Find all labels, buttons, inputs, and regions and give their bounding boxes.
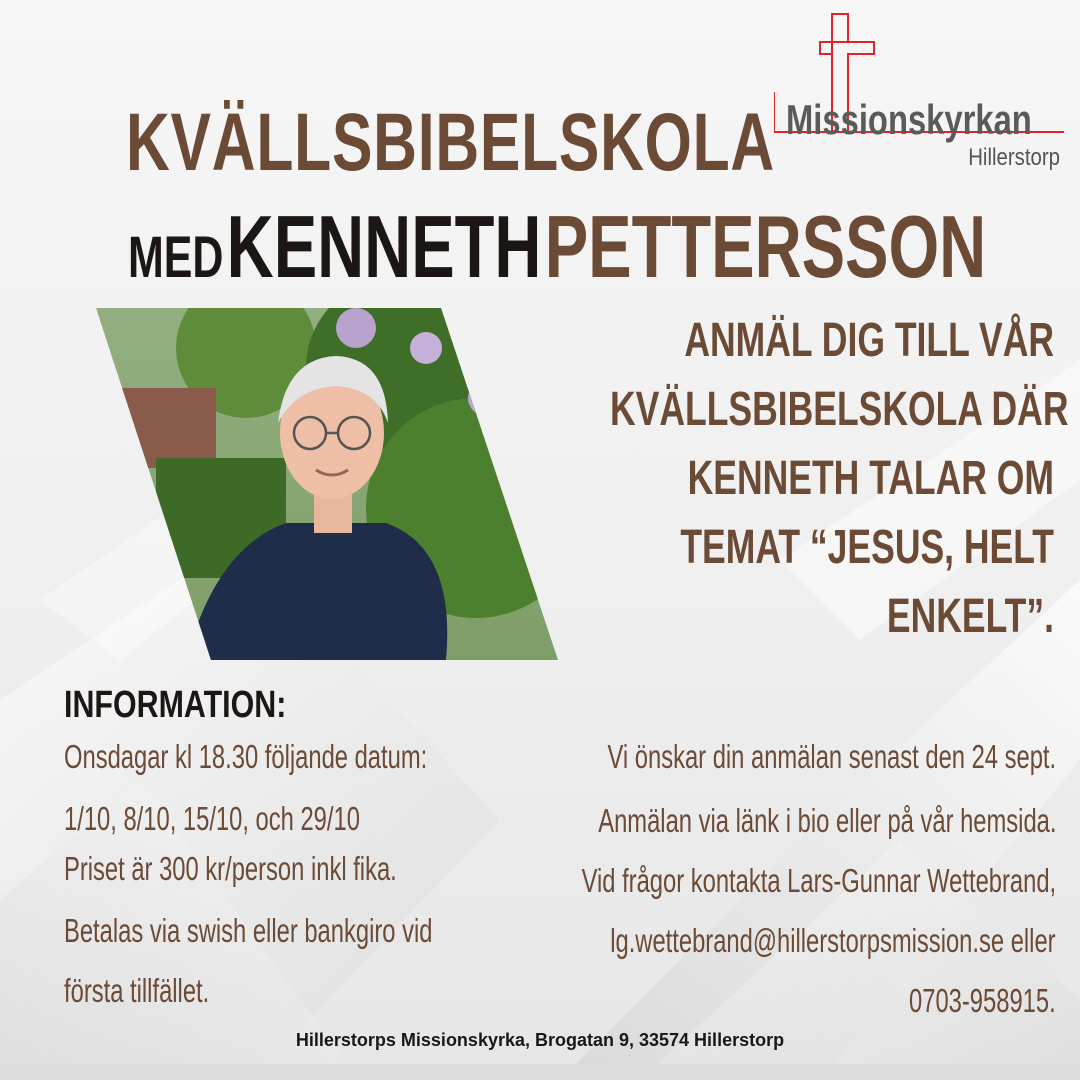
footer-address: Hillerstorps Missionskyrka, Brogatan 9, 33574 Hillerstorp bbox=[295, 1030, 785, 1050]
info-right-line: 0703-958915. bbox=[909, 982, 1056, 1019]
info-left-line: Onsdagar kl 18.30 följande datum: bbox=[64, 738, 428, 775]
info-left-line: 1/10, 8/10, 15/10, och 29/10 bbox=[64, 800, 360, 837]
logo-town: Hillerstorp bbox=[968, 144, 1060, 171]
intro-line: KENNETH TALAR OM bbox=[687, 452, 1054, 505]
info-left-line: Priset är 300 kr/person inkl fika. bbox=[64, 850, 397, 887]
intro-line: TEMAT “JESUS, HELT bbox=[680, 521, 1054, 574]
intro-line: ENKELT”. bbox=[886, 590, 1054, 643]
info-right-line: lg.wettebrand@hillerstorpsmission.se eller bbox=[610, 922, 1056, 959]
speaker-last-name: PETTERSSON bbox=[544, 197, 987, 296]
speaker-first-name: KENNETH bbox=[226, 197, 542, 296]
intro-line: ANMÄL DIG TILL VÅR bbox=[684, 314, 1054, 367]
church-logo bbox=[774, 12, 1064, 172]
info-left-line: Betalas via swish eller bankgiro vid bbox=[64, 912, 433, 949]
speaker-heading bbox=[128, 196, 986, 298]
info-right-line: Vid frågor kontakta Lars-Gunnar Wettebrand, bbox=[581, 862, 1056, 899]
main-title: KVÄLLSBIBELSKOLA bbox=[126, 97, 775, 188]
intro-line: KVÄLLSBIBELSKOLA DÄR bbox=[610, 383, 1069, 436]
info-left-line: första tillfället. bbox=[64, 972, 210, 1009]
portrait-photo bbox=[96, 308, 558, 660]
intro-text bbox=[610, 306, 1069, 651]
logo-name: Missionskyrkan bbox=[786, 96, 1032, 143]
info-heading: INFORMATION: bbox=[64, 684, 287, 726]
med-word: MED bbox=[128, 225, 224, 290]
info-right-line: Anmälan via länk i bio eller på vår hemsida. bbox=[597, 802, 1056, 839]
info-right-line: Vi önskar din anmälan senast den 24 sept. bbox=[607, 738, 1056, 775]
